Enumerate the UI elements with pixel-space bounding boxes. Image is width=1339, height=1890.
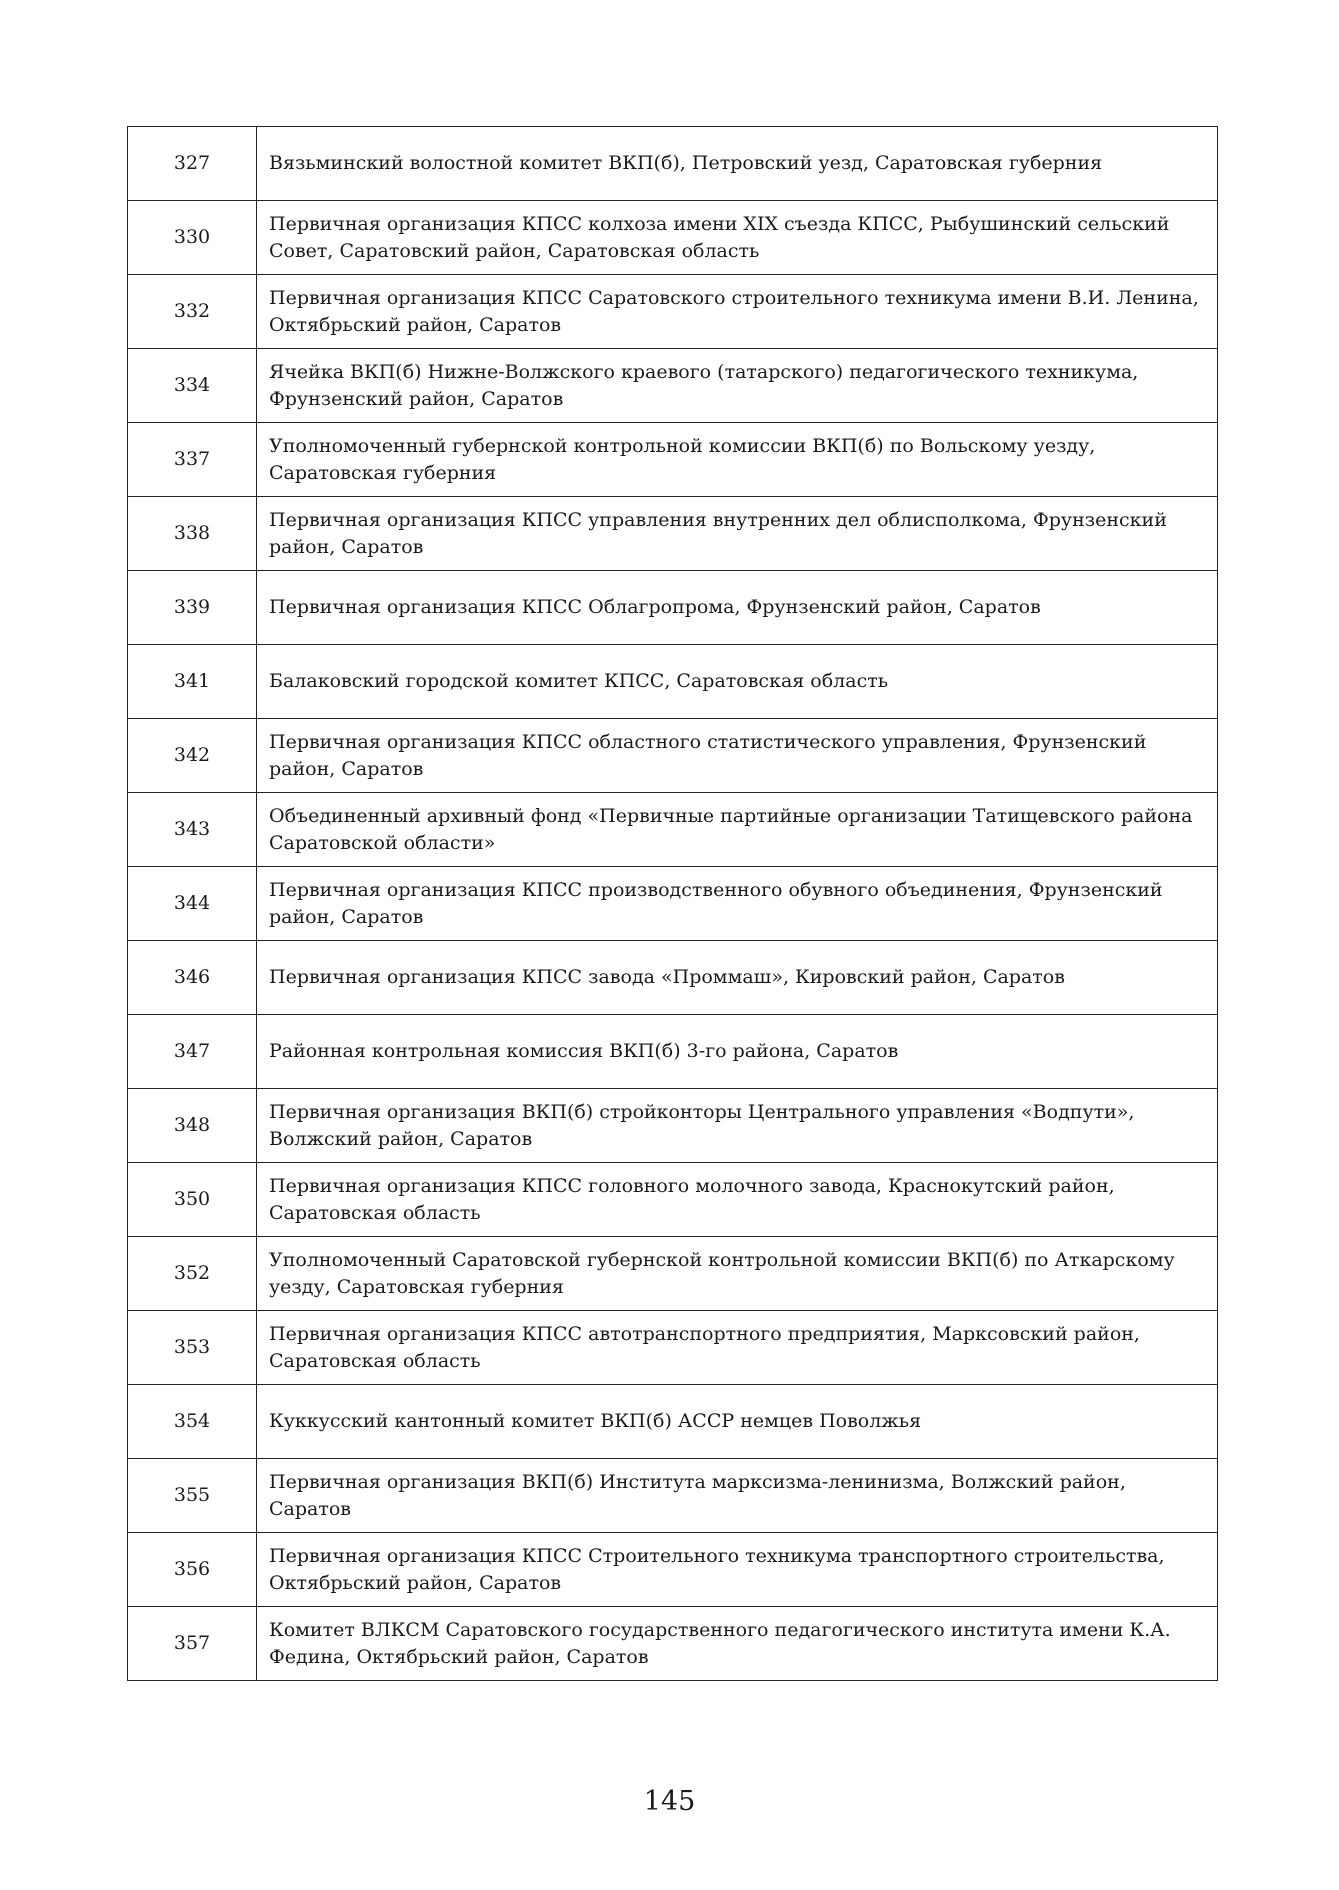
table-row	[128, 941, 1218, 1015]
fund-registry-body	[128, 127, 1218, 1681]
fund-name: Ячейка ВКП(б) Нижне-Волжского краевого (татарского) педагогического техникума, Фрунзенский район, Саратов	[257, 349, 1218, 423]
fund-number: 338	[128, 497, 257, 571]
fund-name: Уполномоченный губернской контрольной комиссии ВКП(б) по Вольскому уезду, Саратовская губерния	[257, 423, 1218, 497]
fund-number: 356	[128, 1533, 257, 1607]
fund-number: 344	[128, 867, 257, 941]
table-row	[128, 1089, 1218, 1163]
table-row	[128, 1385, 1218, 1459]
fund-name: Комитет ВЛКСМ Саратовского государственного педагогического института имени К.А. Федина, Октябрьский район, Саратов	[257, 1607, 1218, 1681]
fund-name: Первичная организация КПСС производственного обувного объединения, Фрунзенский район, Саратов	[257, 867, 1218, 941]
fund-number: 339	[128, 571, 257, 645]
fund-name: Объединенный архивный фонд «Первичные партийные организации Татищевского района Саратовской области»	[257, 793, 1218, 867]
fund-number: 327	[128, 127, 257, 201]
fund-name: Вязьминский волостной комитет ВКП(б), Петровский уезд, Саратовская губерния	[257, 127, 1218, 201]
fund-name: Первичная организация КПСС колхоза имени XIX съезда КПСС, Рыбушинский сельский Совет, Саратовский район, Саратовская область	[257, 201, 1218, 275]
fund-number: 341	[128, 645, 257, 719]
table-row	[128, 793, 1218, 867]
table-row	[128, 1607, 1218, 1681]
table-row	[128, 497, 1218, 571]
fund-number: 332	[128, 275, 257, 349]
fund-name: Первичная организация КПСС головного молочного завода, Краснокутский район, Саратовская область	[257, 1163, 1218, 1237]
table-row	[128, 867, 1218, 941]
fund-name: Первичная организация КПСС областного статистического управления, Фрунзенский район, Саратов	[257, 719, 1218, 793]
table-row	[128, 1163, 1218, 1237]
table-row	[128, 1015, 1218, 1089]
table-row	[128, 1459, 1218, 1533]
table-row	[128, 1311, 1218, 1385]
table-row	[128, 275, 1218, 349]
fund-number: 353	[128, 1311, 257, 1385]
table-row	[128, 201, 1218, 275]
fund-number: 330	[128, 201, 257, 275]
table-row	[128, 423, 1218, 497]
fund-registry-table	[127, 126, 1218, 1681]
fund-number: 357	[128, 1607, 257, 1681]
fund-number: 348	[128, 1089, 257, 1163]
table-row	[128, 1533, 1218, 1607]
fund-number: 347	[128, 1015, 257, 1089]
fund-name: Первичная организация КПСС завода «Проммаш», Кировский район, Саратов	[257, 941, 1218, 1015]
fund-number: 343	[128, 793, 257, 867]
fund-name: Первичная организация ВКП(б) стройконторы Центрального управления «Водпути», Волжский район, Саратов	[257, 1089, 1218, 1163]
table-row	[128, 645, 1218, 719]
fund-name: Районная контрольная комиссия ВКП(б) 3-го района, Саратов	[257, 1015, 1218, 1089]
fund-name: Первичная организация КПСС Строительного техникума транспортного строительства, Октябрьский район, Саратов	[257, 1533, 1218, 1607]
table-row	[128, 127, 1218, 201]
fund-number: 352	[128, 1237, 257, 1311]
page-number: 145	[643, 1786, 696, 1817]
table-row	[128, 349, 1218, 423]
fund-name: Первичная организация КПСС управления внутренних дел облисполкома, Фрунзенский район, Саратов	[257, 497, 1218, 571]
fund-number: 354	[128, 1385, 257, 1459]
fund-number: 342	[128, 719, 257, 793]
fund-name: Первичная организация КПСС автотранспортного предприятия, Марксовский район, Саратовская область	[257, 1311, 1218, 1385]
fund-number: 355	[128, 1459, 257, 1533]
fund-name: Уполномоченный Саратовской губернской контрольной комиссии ВКП(б) по Аткарскому уезду, Саратовская губерния	[257, 1237, 1218, 1311]
table-row	[128, 719, 1218, 793]
fund-number: 350	[128, 1163, 257, 1237]
fund-number: 346	[128, 941, 257, 1015]
fund-name: Балаковский городской комитет КПСС, Саратовская область	[257, 645, 1218, 719]
fund-name: Первичная организация ВКП(б) Института марксизма-ленинизма, Волжский район, Саратов	[257, 1459, 1218, 1533]
fund-number: 334	[128, 349, 257, 423]
table-row	[128, 1237, 1218, 1311]
table-row	[128, 571, 1218, 645]
fund-number: 337	[128, 423, 257, 497]
fund-name: Первичная организация КПСС Облагропрома, Фрунзенский район, Саратов	[257, 571, 1218, 645]
fund-name: Первичная организация КПСС Саратовского строительного техникума имени В.И. Ленина, Октябрьский район, Саратов	[257, 275, 1218, 349]
fund-name: Куккусский кантонный комитет ВКП(б) АССР немцев Поволжья	[257, 1385, 1218, 1459]
